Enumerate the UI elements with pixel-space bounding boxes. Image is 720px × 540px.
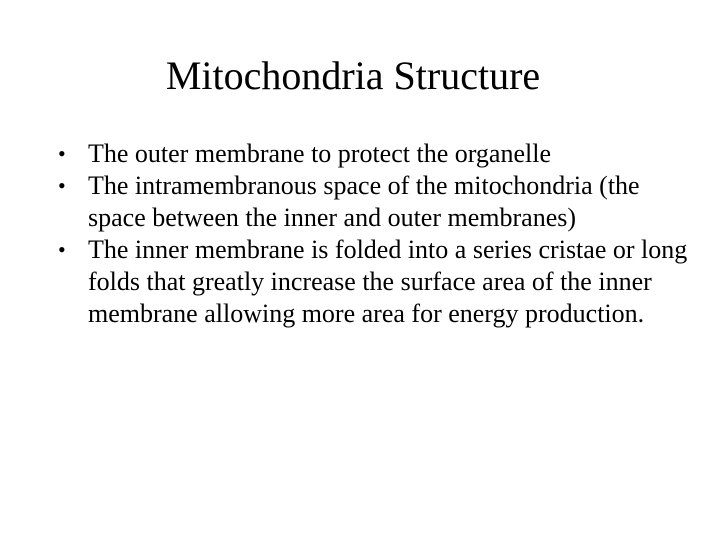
bullet-text: The inner membrane is folded into a series cristae or long folds that greatly increase the surface area of the inner membrane allowing more area for energy production. (88, 235, 688, 328)
bullet-item-inner-membrane (58, 234, 698, 330)
bullet-item-outer-membrane (58, 138, 698, 170)
bullet-icon: • (58, 173, 66, 198)
bullet-text: The outer membrane to protect the organelle (88, 139, 551, 168)
bullet-icon: • (58, 237, 66, 262)
bullet-text: The intramembranous space of the mitochondria (the space between the inner and outer membranes) (88, 171, 640, 232)
bullet-item-intramembranous-space (58, 170, 698, 234)
bullet-icon: • (58, 141, 66, 166)
bullet-list (58, 138, 698, 330)
slide-title: Mitochondria Structure (165, 53, 541, 98)
